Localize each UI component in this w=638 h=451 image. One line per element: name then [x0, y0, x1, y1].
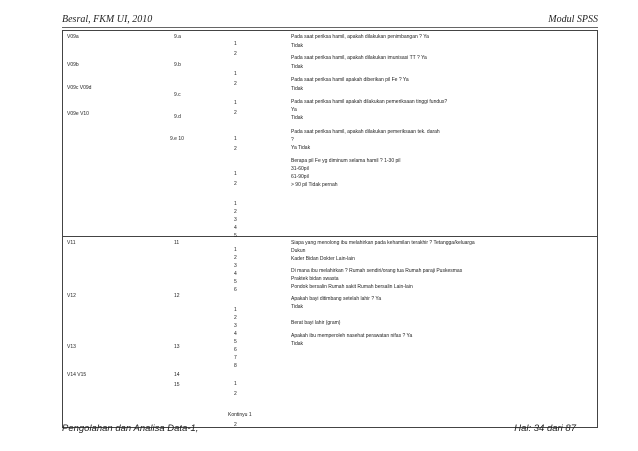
code: 2: [234, 81, 237, 87]
question-11: 11: [174, 240, 180, 246]
code: 5: [234, 279, 237, 285]
code: 4: [234, 331, 237, 337]
code: 2: [234, 110, 237, 116]
code: 5: [234, 233, 237, 239]
question-9a: 9.a: [174, 34, 181, 40]
var-v13: V13: [67, 344, 76, 350]
header-rule: [62, 27, 598, 28]
footer-page-number: Hal: 34 dari 87: [514, 423, 576, 434]
question-9b: 9.b: [174, 62, 181, 68]
code: 1: [234, 201, 237, 207]
var-v09e-v10: V09e V10: [67, 111, 89, 117]
code: 1: [234, 100, 237, 106]
q9a-option: Tidak: [291, 43, 304, 49]
code: 2: [234, 315, 237, 321]
table-row-separator: [62, 236, 598, 237]
q10-option: 31-60pil: [291, 166, 309, 172]
code: 2: [234, 146, 237, 152]
q15-text: Apakah ibu memperoleh nasehat perawatan nifas ? Ya: [291, 333, 413, 339]
code: 7: [234, 355, 237, 361]
code: 2: [234, 181, 237, 187]
q13-text: Apakah bayi ditimbang setelah lahir ? Ya: [291, 296, 382, 302]
q9a-text: Pada saat periksa hamil, apakah dilakukan penimbangan ? Ya: [291, 34, 429, 40]
code: 2: [234, 51, 237, 57]
q9d-text: Pada saat periksa hamil apakah dilakukan pemeriksaan tinggi fundus?: [291, 99, 448, 105]
q14-text: Berat bayi lahir (gram): [291, 320, 341, 326]
question-13: 13: [174, 344, 180, 350]
code: 1: [234, 41, 237, 47]
q12-options: Pondok bersalin Rumah sakit Rumah bersalin Lain-lain: [291, 284, 413, 290]
question-9d: 9.d: [174, 114, 181, 120]
code: 4: [234, 271, 237, 277]
code: 2: [234, 422, 237, 428]
code: 6: [234, 287, 237, 293]
code: 8: [234, 363, 237, 369]
q11-text: Siapa yang menolong ibu melahirkan pada kehamilan terakhir ? Tetangga/keluarga: [291, 240, 475, 246]
header-author-year: Besral, FKM UI, 2010: [62, 14, 153, 25]
q10-option: > 90 pil Tidak pernah: [291, 182, 338, 188]
header-module-title: Modul SPSS: [548, 14, 598, 25]
q9e-question-mark: ?: [291, 137, 294, 143]
code: 3: [234, 323, 237, 329]
code: 3: [234, 217, 237, 223]
q9d-option-tidak: Tidak: [291, 115, 304, 121]
var-v09c-v09d: V09c V09d: [67, 85, 92, 91]
question-9e-10: 9.e 10: [170, 136, 184, 142]
q11-option: Dukun: [291, 248, 306, 254]
code: 2: [234, 255, 237, 261]
code: 1: [234, 247, 237, 253]
q9e-options: Ya Tidak: [291, 145, 311, 151]
q9c-option: Tidak: [291, 86, 304, 92]
code: 1: [234, 381, 237, 387]
question-9c: 9.c: [174, 92, 181, 98]
q12-option: Praktek bidan swasta: [291, 276, 339, 282]
codebook-table: [62, 30, 598, 428]
code: 2: [234, 209, 237, 215]
code: 4: [234, 225, 237, 231]
q11-options: Kader Bidan Dokter Lain-lain: [291, 256, 355, 262]
q12-text: Di mana ibu melahirkan ? Rumah sendiri/orang tua Rumah paraji Puskesmas: [291, 268, 463, 274]
code: 3: [234, 263, 237, 269]
q15-option: Tidak: [291, 341, 304, 347]
var-v12: V12: [67, 293, 76, 299]
code: 1: [234, 71, 237, 77]
question-12: 12: [174, 293, 180, 299]
question-14: 14: [174, 372, 180, 378]
q10-option: 61-90pil: [291, 174, 309, 180]
q9b-option: Tidak: [291, 64, 304, 70]
var-v09b: V09b: [67, 62, 79, 68]
q9e-text: Pada saat periksa hamil, apakah dilakukan pemeriksaan tek. darah: [291, 129, 440, 135]
q13-option: Tidak: [291, 304, 304, 310]
code: 6: [234, 347, 237, 353]
var-v09a: V09a: [67, 34, 79, 40]
code: 1: [234, 136, 237, 142]
question-15: 15: [174, 382, 180, 388]
q10-text: Berapa pil Fe yg diminum selama hamil ? 1-30 pil: [291, 158, 401, 164]
q9d-option-ya: Ya: [291, 107, 297, 113]
code: 5: [234, 339, 237, 345]
code: 1: [234, 171, 237, 177]
footer-title: Pengolahan dan Analisa Data-1,: [62, 423, 199, 434]
code: 2: [234, 391, 237, 397]
var-v11: V11: [67, 240, 76, 246]
var-v14-v15: V14 V15: [67, 372, 87, 378]
q9b-text: Pada saat periksa hamil, apakah dilakukan imunisasi TT ? Ya: [291, 55, 427, 61]
code-kontinyu: Kontinyu 1: [228, 412, 252, 418]
code: 1: [234, 307, 237, 313]
q9c-text: Pada saat periksa hamil apakah diberikan pil Fe ? Ya: [291, 77, 409, 83]
